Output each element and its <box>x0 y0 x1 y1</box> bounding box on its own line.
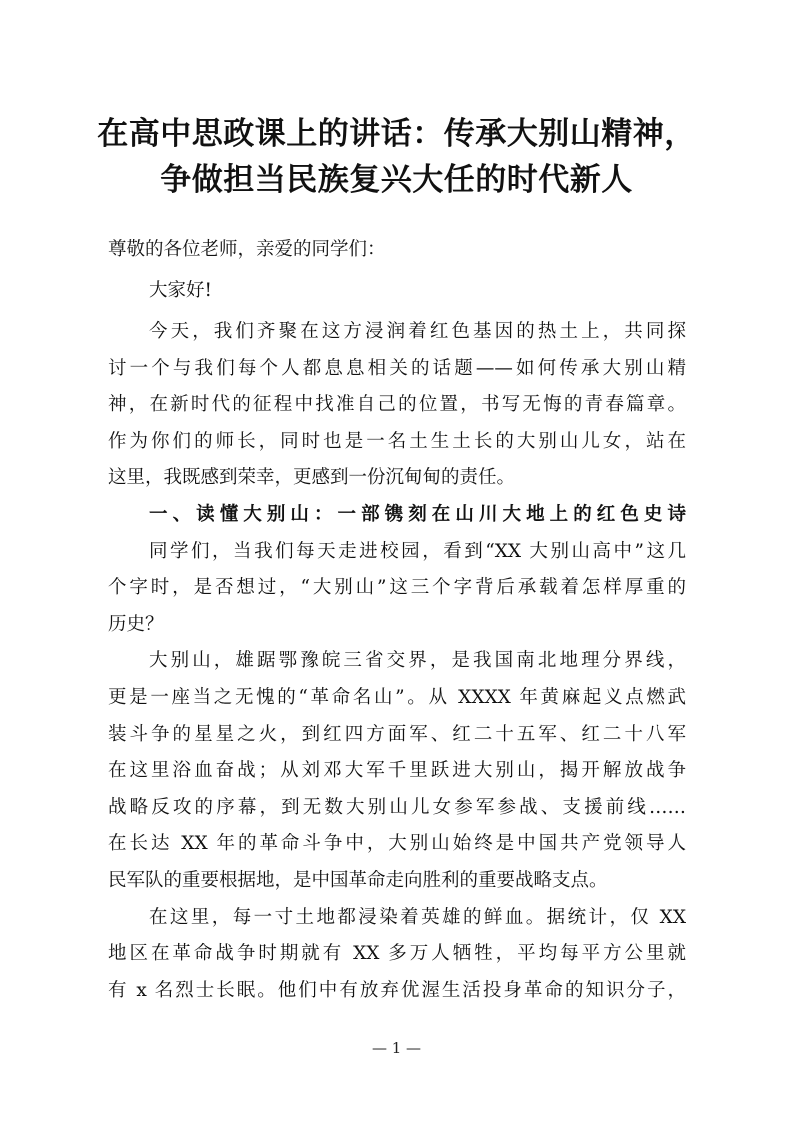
intro-line: 这里，我既感到荣幸，更感到一份沉甸甸的责任。 <box>108 467 516 489</box>
salutation: 尊敬的各位老师，亲爱的同学们： <box>108 239 386 260</box>
para3-line: 在长达 XX 年的革命斗争中，大别山始终是中国共产党领导人 <box>108 833 686 855</box>
intro-line: 作为你们的师长，同时也是一名土生土长的大别山儿女，站在 <box>108 430 686 452</box>
para3-line: 大别山，雄踞鄂豫皖三省交界，是我国南北地理分界线， <box>149 650 686 672</box>
page-number: — 1 — <box>371 1039 422 1057</box>
para2-line: 个字时，是否想过，“大别山”这三个字背后承载着怎样厚重的 <box>108 577 686 599</box>
para3-line: 战略反攻的序幕，到无数大别山儿女参军参战、支援前线…… <box>108 796 686 818</box>
para4-line: 有 x 名烈士长眠。他们中有放弃优渥生活投身革命的知识分子， <box>108 979 686 1001</box>
para3-line: 在这里浴血奋战；从刘邓大军千里跃进大别山，揭开解放战争 <box>108 760 686 782</box>
intro-line: 今天，我们齐聚在这方浸润着红色基因的热土上，共同探 <box>149 321 686 342</box>
para2-line: 历史？ <box>108 613 164 635</box>
para4-line: 在这里，每一寸土地都浸染着英雄的鲜血。据统计，仅 XX <box>149 906 686 928</box>
para3-line: 装斗争的星星之火，到红四方面军、红二十五军、红二十八军 <box>108 723 686 745</box>
para3-line: 更是一座当之无愧的“革命名山”。从 XXXX 年黄麻起义点燃武 <box>108 687 686 708</box>
intro-line: 讨一个与我们每个人都息息相关的话题——如何传承大别山精 <box>108 357 686 379</box>
para3-line: 民军队的重要根据地，是中国革命走向胜利的重要战略支点。 <box>108 870 608 891</box>
para4-line: 地区在革命战争时期就有 XX 多万人牺牲，平均每平方公里就 <box>108 943 686 965</box>
section-heading: 一、读懂大别山：一部镌刻在山川大地上的红色史诗 <box>149 504 686 525</box>
document-title-line-2: 争做担当民族复兴大任的时代新人 <box>160 162 633 198</box>
para2-line: 同学们，当我们每天走进校园，看到“XX 大别山高中”这几 <box>149 540 686 562</box>
intro-line: 神，在新时代的征程中找准自己的位置，书写无悔的青春篇章。 <box>108 394 686 416</box>
document-title-line-1: 在高中思政课上的讲话：传承大别山精神， <box>97 116 696 152</box>
greeting: 大家好! <box>149 280 212 301</box>
